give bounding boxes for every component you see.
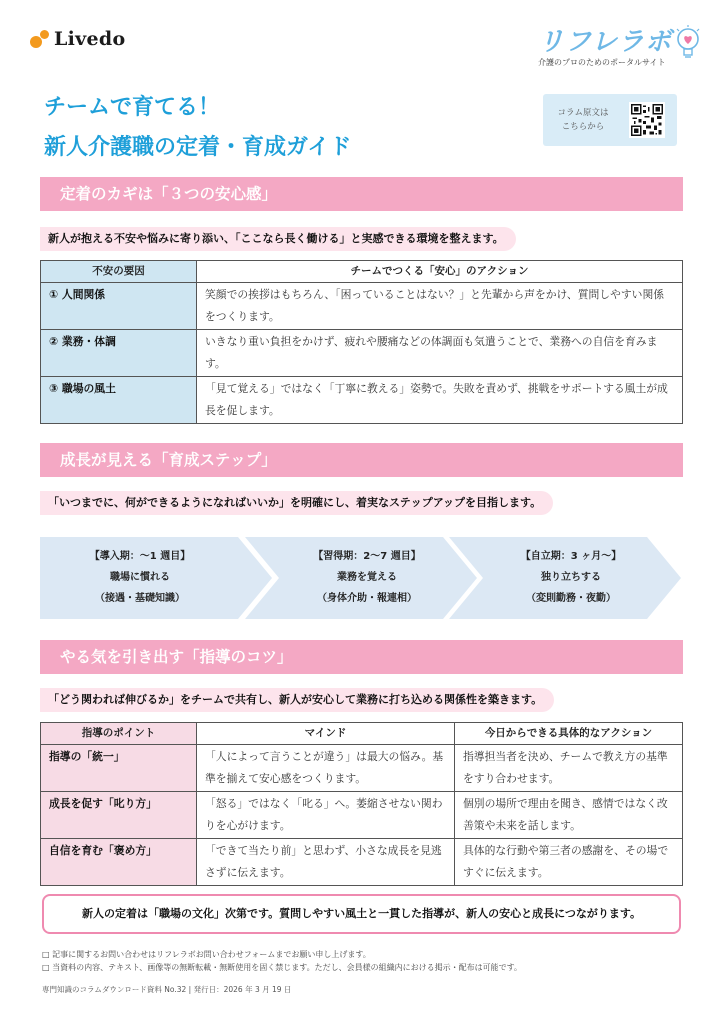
section3-lead: 「どう関われば伸びるか」をチームで共有し、新人が安心して業務に打ち込める関係性を築きます。 xyxy=(40,688,554,712)
note-line: □ 記事に関するお問い合わせはリフレラボお問い合わせフォームまでお願い申し上げます。 xyxy=(42,950,371,959)
table-header-row xyxy=(41,723,683,745)
row-label: 自信を育む「褒め方」 xyxy=(41,839,197,886)
qr-label-line2: こちらから xyxy=(561,122,605,132)
table-row xyxy=(41,283,683,330)
table-header-row xyxy=(41,261,683,283)
step-arrow xyxy=(245,537,479,619)
livedo-mark-icon xyxy=(30,28,50,50)
livedo-logo xyxy=(30,28,125,50)
page-title-line2: 新人介護職の定着・育成ガイド xyxy=(44,135,352,160)
step-detail: （身体介助・報連相） xyxy=(317,593,417,604)
section3-heading: やる気を引き出す「指導のコツ」 xyxy=(40,640,683,674)
row-label: 指導の「統一」 xyxy=(41,745,197,792)
table-row xyxy=(41,330,683,377)
row-mind: 「できて当たり前」と思わず、小さな成長を見逃さずに伝えます。 xyxy=(197,839,455,886)
row-label: ③ 職場の風土 xyxy=(41,377,197,424)
refrelabo-tagline: 介護のプロのためのポータルサイト xyxy=(538,58,666,67)
qr-code-icon[interactable] xyxy=(629,102,665,138)
row-mind: 「人によって言うことが違う」は最大の悩み。基準を揃えて安心感をつくります。 xyxy=(197,745,455,792)
notes xyxy=(42,948,522,974)
refrelabo-logo xyxy=(538,28,702,68)
column-header: マインド xyxy=(197,723,455,745)
step-detail: （変則勤務・夜勤） xyxy=(526,593,616,604)
note-line: □ 当資料の内容、テキスト、画像等の無断転載・無断使用を固く禁じます。ただし、会員様の組織内における掲示・配布は可能です。 xyxy=(42,963,522,972)
section1-lead: 新人が抱える不安や悩みに寄り添い、「ここなら長く働ける」と実感できる環境を整えます。 xyxy=(40,227,516,251)
table-row xyxy=(41,792,683,839)
step-detail: （接遇・基礎知識） xyxy=(95,593,185,604)
column-header: 指導のポイント xyxy=(41,723,197,745)
footer-text: 専門知識のコラムダウンロード資料 No.32 | 発行日：2026 年 3 月 19 日 xyxy=(42,985,292,994)
column-header: 今日からできる具体的なアクション xyxy=(455,723,683,745)
row-text: 「見て覚える」ではなく「丁寧に教える」姿勢で。失敗を責めず、挑戦をサポートする風土が成長を促します。 xyxy=(197,377,683,424)
section2-lead: 「いつまでに、何ができるようになればいいか」を明確にし、着実なステップアップを目指します。 xyxy=(40,491,553,515)
livedo-logo-text: Livedo xyxy=(54,28,126,50)
step-goal: 業務を覚える xyxy=(337,572,397,583)
summary-box: 新人の定着は「職場の文化」次第です。質問しやすい風土と一貫した指導が、新人の安心と成長につながります。 xyxy=(42,894,681,934)
step-period: 【自立期：3 ヶ月～】 xyxy=(520,551,622,562)
step-goal: 職場に慣れる xyxy=(110,572,170,583)
row-label: ② 業務・体調 xyxy=(41,330,197,377)
lightbulb-heart-icon xyxy=(674,24,702,62)
row-action: 指導担当者を決め、チームで教え方の基準をすり合わせます。 xyxy=(455,745,683,792)
qr-label-line1: コラム原文は xyxy=(557,108,609,118)
section2-heading: 成長が見える「育成ステップ」 xyxy=(40,443,683,477)
anxiety-factors-table xyxy=(40,260,683,424)
row-mind: 「怒る」ではなく「叱る」へ。萎縮させない関わりを心がけます。 xyxy=(197,792,455,839)
step-period: 【導入期：～1 週目】 xyxy=(89,551,191,562)
step-arrow xyxy=(449,537,683,619)
column-header: チームでつくる「安心」のアクション xyxy=(197,261,683,283)
row-label: 成長を促す「叱り方」 xyxy=(41,792,197,839)
table-row xyxy=(41,377,683,424)
table-row xyxy=(41,745,683,792)
step-arrow xyxy=(40,537,274,619)
table-row xyxy=(41,839,683,886)
step-goal: 独り立ちする xyxy=(541,572,601,583)
coaching-tips-table xyxy=(40,722,683,886)
step-period: 【習得期：2～7 週目】 xyxy=(313,551,421,562)
row-action: 具体的な行動や第三者の感謝を、その場ですぐに伝えます。 xyxy=(455,839,683,886)
row-text: 笑顔での挨拶はもちろん、「困っていることはない？」と先輩から声をかけ、質問しやすい関係をつくります。 xyxy=(197,283,683,330)
column-header: 不安の要因 xyxy=(41,261,197,283)
row-text: いきなり重い負担をかけず、疲れや腰痛などの体調面も気遣うことで、業務への自信を育みます。 xyxy=(197,330,683,377)
section1-heading: 定着のカギは「３つの安心感」 xyxy=(40,177,683,211)
qr-link-box[interactable] xyxy=(543,94,677,146)
row-label: ① 人間関係 xyxy=(41,283,197,330)
training-steps xyxy=(40,537,683,619)
page-title-line1: チームで育てる！ xyxy=(44,95,221,120)
row-action: 個別の場所で理由を聞き、感情ではなく改善策や未来を話します。 xyxy=(455,792,683,839)
refrelabo-logo-text: リフレラボ xyxy=(538,27,672,57)
